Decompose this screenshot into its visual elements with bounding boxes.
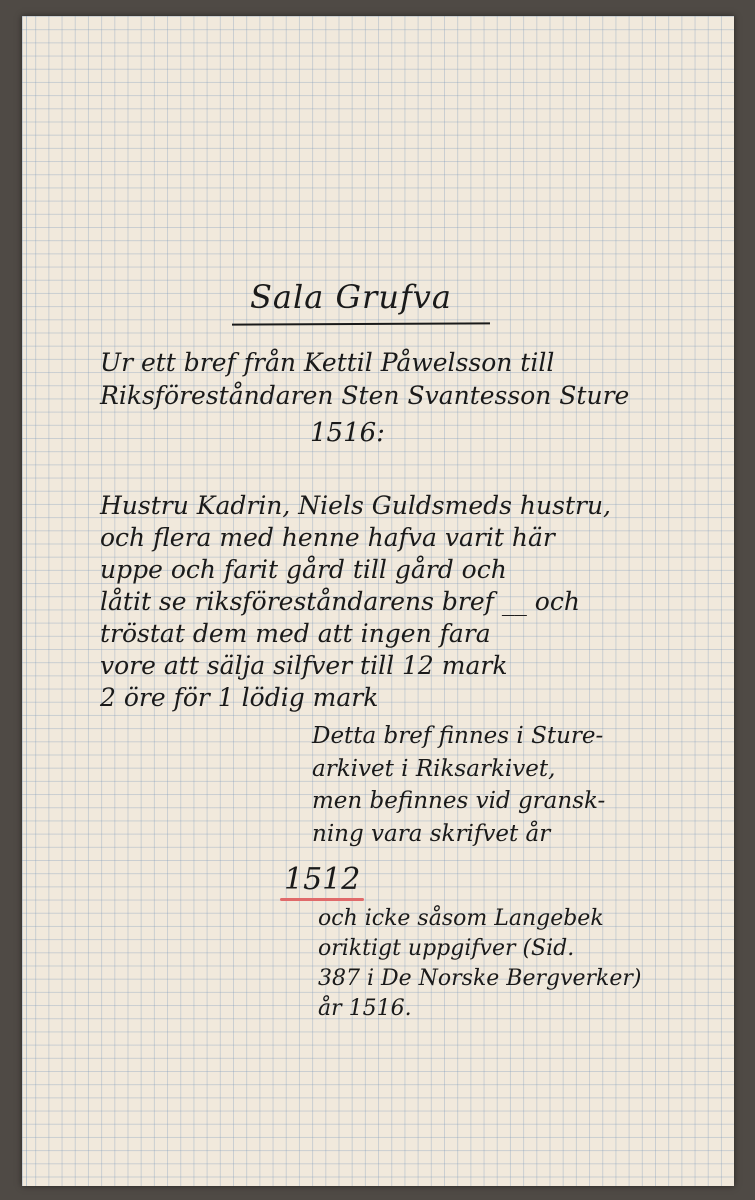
intro-line: Ur ett bref från Kettil Påwelsson till <box>100 348 555 377</box>
excerpt-line: och flera med henne hafva varit här <box>100 523 555 552</box>
excerpt-line: låtit se riksföreståndarens bref __ och <box>100 587 580 616</box>
red-underline <box>280 898 364 901</box>
corrected-year: 1512 <box>284 862 361 897</box>
excerpt-line: uppe och farit gård till gård och <box>100 555 507 584</box>
excerpt-line: 2 öre för 1 lödig mark <box>100 683 379 712</box>
correction-line: 387 i De Norske Bergverker) <box>318 966 642 991</box>
letter-excerpt <box>100 490 611 714</box>
archive-note <box>312 720 605 850</box>
note-line: Detta bref finnes i Sture- <box>312 723 604 749</box>
page-title: Sala Grufva <box>250 278 452 316</box>
note-line: men befinnes vid gransk- <box>312 788 606 814</box>
year-heading: 1516: <box>310 418 385 448</box>
left-margin-line <box>26 16 27 1186</box>
note-line: ning vara skrifvet år <box>312 820 551 847</box>
correction-note <box>318 904 642 1024</box>
note-line: arkivet i Riksarkivet, <box>312 755 556 782</box>
title-underline <box>232 322 490 325</box>
excerpt-line: Hustru Kadrin, Niels Guldsmeds hustru, <box>100 491 611 520</box>
intro-paragraph <box>100 346 629 412</box>
correction-line: oriktigt uppgifver (Sid. <box>318 936 575 961</box>
excerpt-line: vore att sälja silfver till 12 mark <box>100 651 508 680</box>
manuscript-page <box>22 16 734 1186</box>
intro-line: Riksföreståndaren Sten Svantesson Sture <box>100 381 630 410</box>
excerpt-line: tröstat dem med att ingen fara <box>100 619 491 648</box>
correction-line: år 1516. <box>318 996 412 1021</box>
correction-line: och icke såsom Langebek <box>318 906 604 931</box>
